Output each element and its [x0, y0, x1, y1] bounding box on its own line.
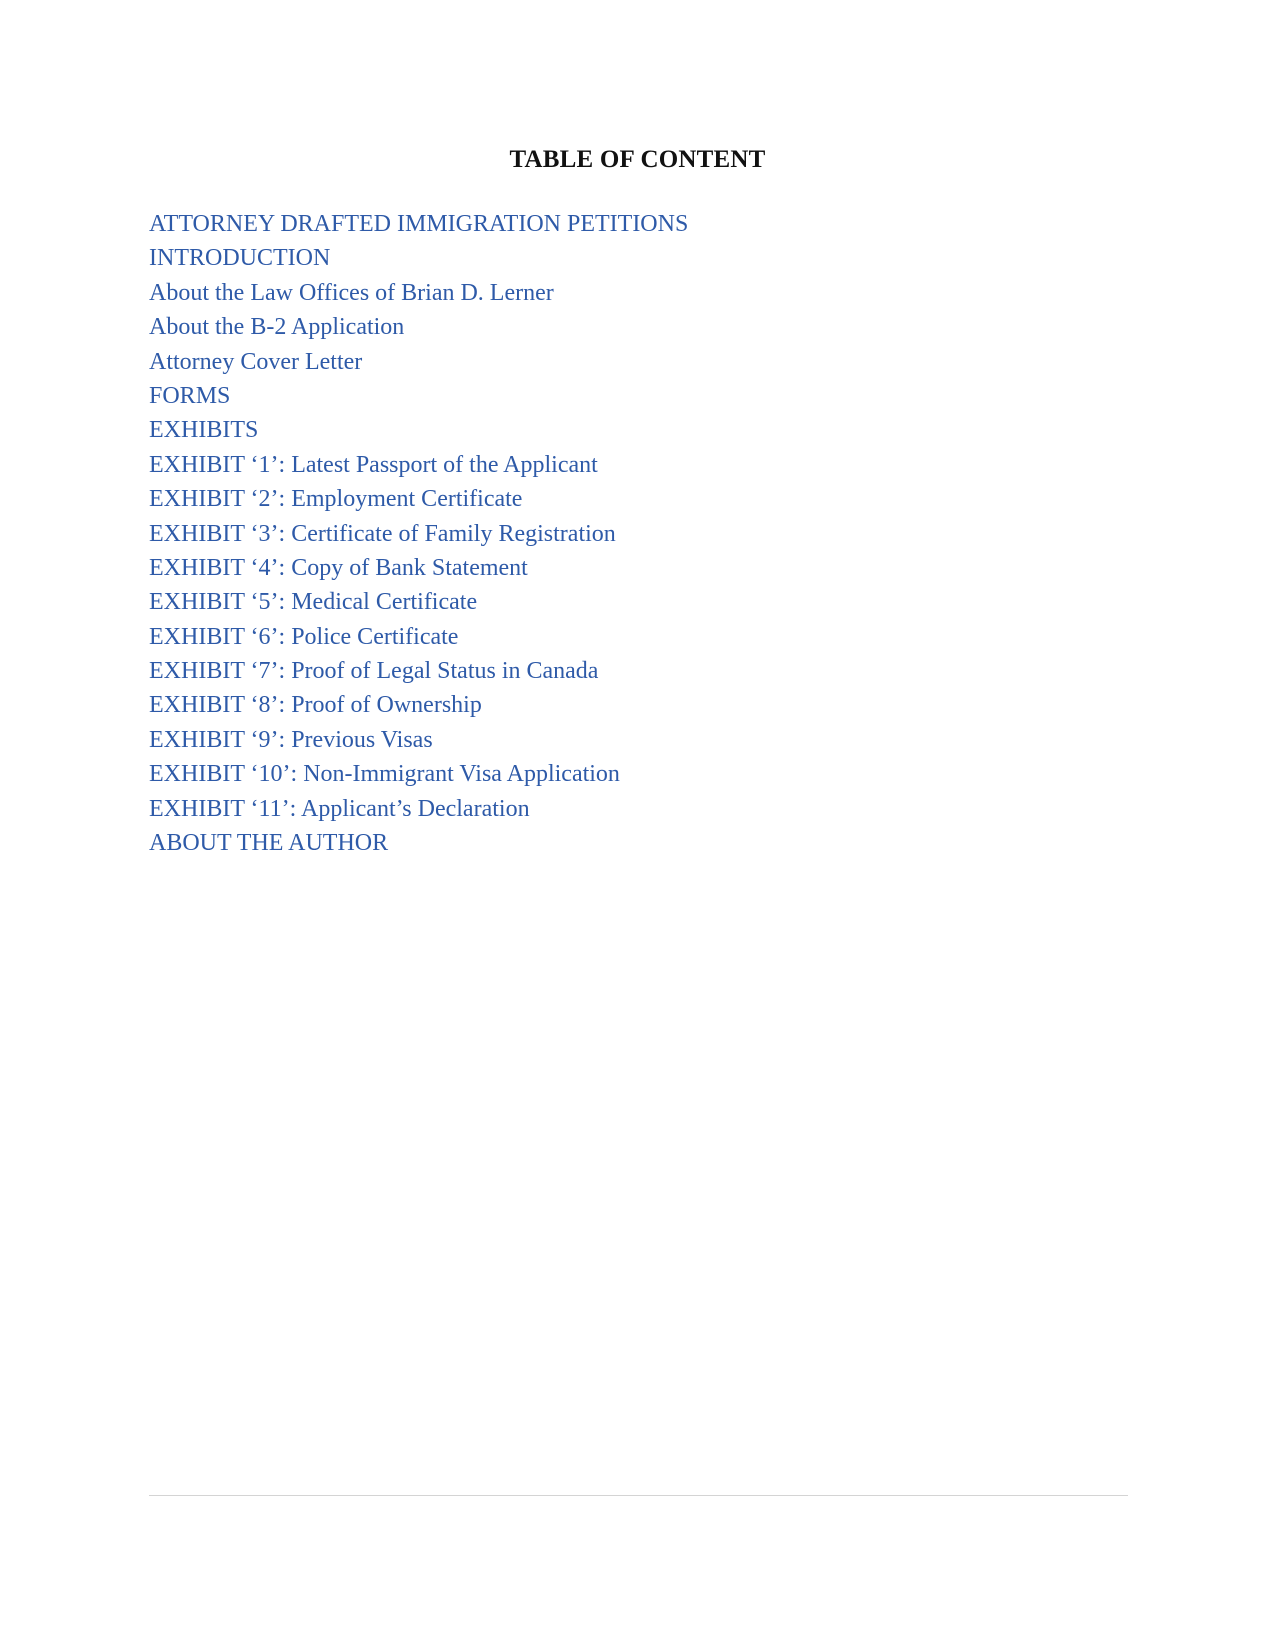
- toc-link-attorney-cover-letter[interactable]: Attorney Cover Letter: [149, 348, 363, 375]
- toc-link-about-law-offices[interactable]: About the Law Offices of Brian D. Lerner: [149, 279, 554, 306]
- toc-link-exhibit-9[interactable]: EXHIBIT ‘9’: Previous Visas: [149, 726, 433, 753]
- toc-link-exhibit-10[interactable]: EXHIBIT ‘10’: Non-Immigrant Visa Application: [149, 761, 620, 788]
- toc-link-exhibit-2[interactable]: EXHIBIT ‘2’: Employment Certificate: [149, 486, 523, 513]
- toc-link-about-b2-application[interactable]: About the B-2 Application: [149, 314, 405, 341]
- toc-link-exhibit-6[interactable]: EXHIBIT ‘6’: Police Certificate: [149, 623, 459, 650]
- toc-link-exhibit-5[interactable]: EXHIBIT ‘5’: Medical Certificate: [149, 589, 478, 616]
- footer-divider: [149, 1495, 1128, 1496]
- toc-link-exhibit-3[interactable]: EXHIBIT ‘3’: Certificate of Family Registration: [149, 520, 616, 547]
- toc-link-attorney-drafted-petitions[interactable]: ATTORNEY DRAFTED IMMIGRATION PETITIONS: [149, 211, 689, 237]
- toc-link-exhibit-1[interactable]: EXHIBIT ‘1’: Latest Passport of the Applicant: [149, 451, 598, 478]
- table-of-contents: [149, 207, 688, 860]
- toc-link-about-the-author[interactable]: ABOUT THE AUTHOR: [149, 830, 389, 857]
- toc-link-exhibits[interactable]: EXHIBITS: [149, 417, 259, 444]
- page-title: TABLE OF CONTENT: [509, 146, 766, 173]
- toc-link-introduction[interactable]: INTRODUCTION: [149, 245, 331, 272]
- toc-link-exhibit-8[interactable]: EXHIBIT ‘8’: Proof of Ownership: [149, 692, 482, 719]
- toc-link-forms[interactable]: FORMS: [149, 382, 231, 409]
- toc-link-exhibit-7[interactable]: EXHIBIT ‘7’: Proof of Legal Status in Canada: [149, 658, 599, 685]
- toc-link-exhibit-4[interactable]: EXHIBIT ‘4’: Copy of Bank Statement: [149, 554, 528, 581]
- toc-link-exhibit-11[interactable]: EXHIBIT ‘11’: Applicant’s Declaration: [149, 795, 530, 822]
